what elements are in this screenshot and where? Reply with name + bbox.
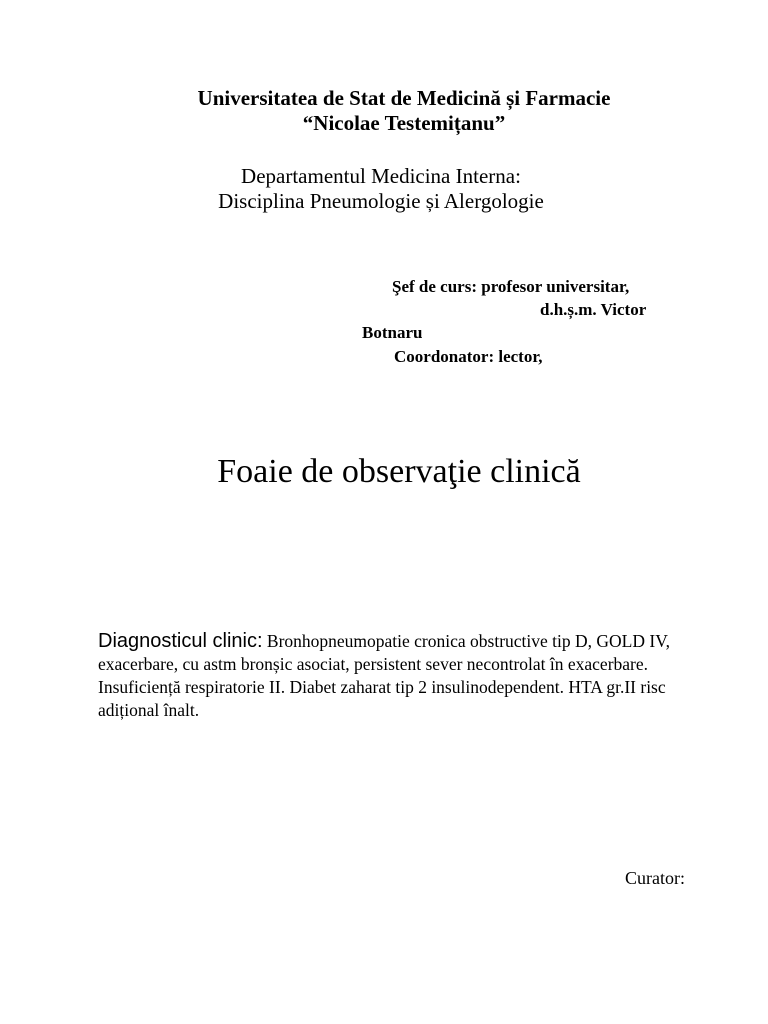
course-head-surname: Botnaru [362,323,423,342]
clinical-diagnosis [98,630,698,722]
diagnosis-label: Diagnosticul clinic: [98,630,263,652]
curator-label: Curator: [625,868,685,888]
discipline-name: Disciplina Pneumologie și Alergologie [218,189,544,213]
course-head-degree: d.h.ș.m. Victor [540,300,647,319]
university-name: Universitatea de Stat de Medicină și Farmacie [197,86,611,110]
university-honorific: “Nicolae Testemițanu” [302,111,506,135]
coordinator-line: Coordonator: lector, [394,347,543,366]
diagnosis-text: Bronhopneumopatie cronica obstructive tip D, GOLD IV, exacerbare, cu astm bronșic asociat, persistent sever necontrolat în exacerbare. Insuficiență respiratorie II. Diabet zaharat tip 2 insulinodependent. HTA gr.II risc adițional înalt. [98,631,670,720]
department-name: Departamentul Medicina Interna: [241,164,521,188]
course-head-line: Şef de curs: profesor universitar, [392,277,630,296]
document-title: Foaie de observaţie clinică [217,453,581,490]
